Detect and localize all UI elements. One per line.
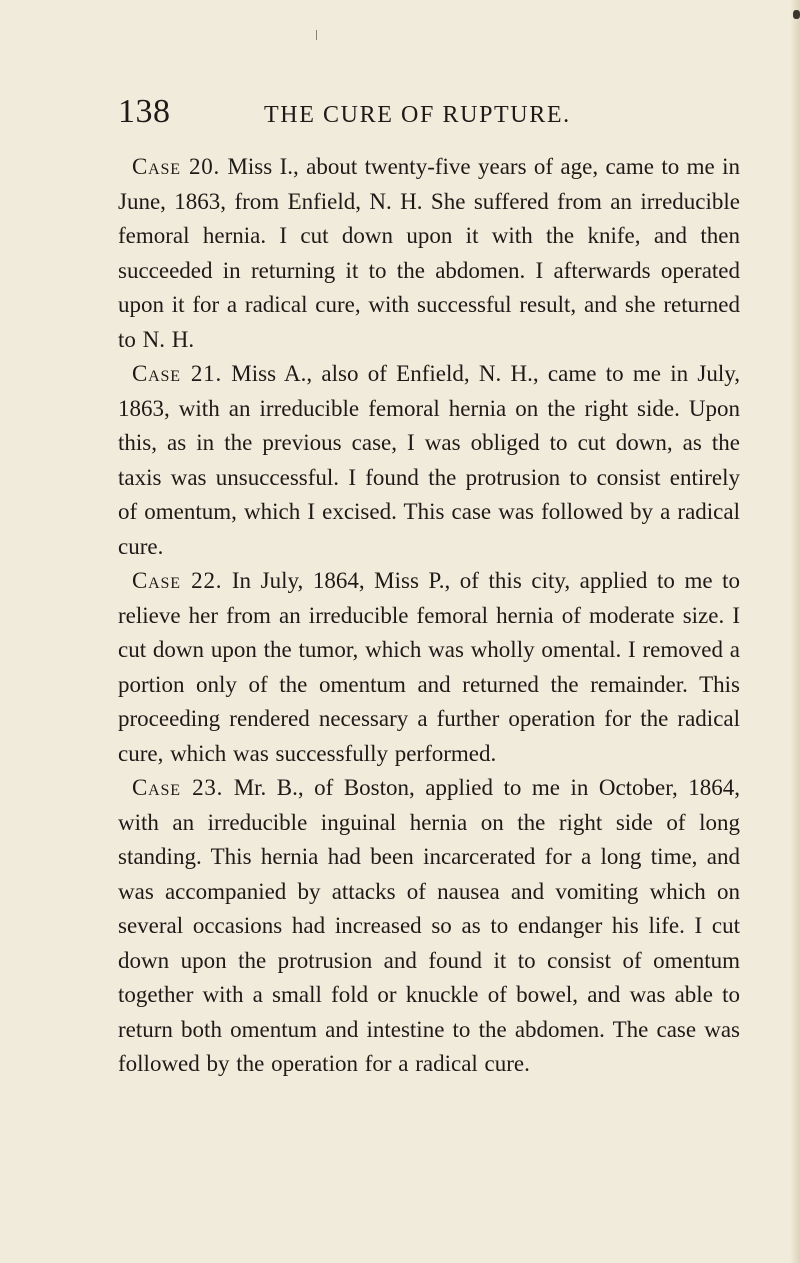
- page-header: [118, 92, 718, 132]
- case-21-label: Case 21.: [132, 361, 222, 386]
- case-21-text: Miss A., also of Enfield, N. H., came to me in July, 1863, with an irreducible femoral hernia on the right side. Upon this, as in the previous case, I was obliged to cut down, as the taxis was unsuccessful. I found the protrusion to consist entirely of omentum, which I excised. This case was followed by a radical cure.: [118, 361, 741, 559]
- case-21-paragraph: [118, 357, 740, 564]
- page-mark-line: [316, 30, 317, 40]
- case-22-label: Case 22.: [132, 568, 223, 593]
- running-head: THE CURE OF RUPTURE.: [264, 102, 571, 128]
- body-text: [118, 150, 740, 1082]
- page-edge: [790, 0, 800, 1263]
- page-mark-dot: [793, 10, 800, 19]
- case-23-paragraph: [118, 771, 740, 1082]
- case-23-label: Case 23.: [132, 775, 224, 800]
- case-23-text: Mr. B., of Boston, applied to me in October, 1864, with an irreducible inguinal hernia on the right side of long standing. This hernia had been incarcerated for a long time, and was accompanied by attacks of nausea and vomiting which on several occasions had increased so as to endanger his life. I cut down upon the protrusion and found it to consist of omentum together with a small fold or knuckle of bowel, and was able to return both omentum and intestine to the abdomen. The case was followed by the operation for a radical cure.: [118, 775, 740, 1076]
- case-22-paragraph: [118, 564, 740, 771]
- page-number: 138: [118, 93, 171, 130]
- case-20-text: Miss I., about twenty-five years of age, came to me in June, 1863, from Enfield, N. H. She suffered from an irreducible femoral hernia. I cut down upon it with the knife, and then succeeded in returning it to the abdomen. I afterwards operated upon it for a radical cure, with successful result, and she returned to N. H.: [118, 154, 740, 352]
- case-20-label: Case 20.: [132, 154, 221, 179]
- case-20-paragraph: [118, 150, 740, 357]
- case-22-text: In July, 1864, Miss P., of this city, applied to me to relieve her from an irreducible femoral hernia of moderate size. I cut down upon the tumor, which was wholly omental. I removed a portion only of the omentum and returned the remainder. This proceeding rendered necessary a further operation for the radical cure, which was successfully performed.: [118, 568, 741, 766]
